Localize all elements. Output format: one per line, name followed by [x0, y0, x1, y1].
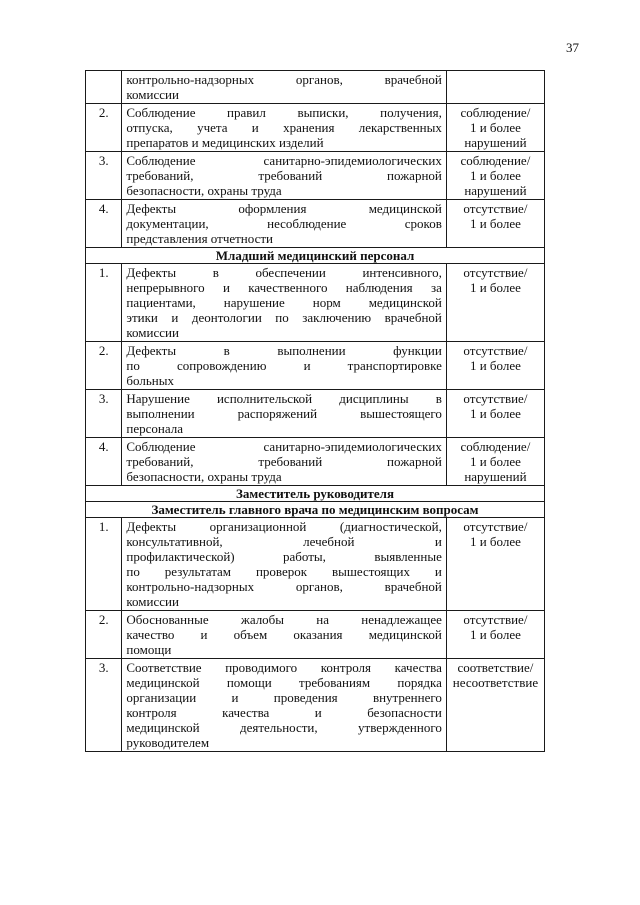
row-number: 4.	[86, 200, 122, 248]
criterion-cell	[122, 264, 446, 342]
value-cell	[446, 342, 544, 390]
value-cell	[446, 438, 544, 486]
value-line: 1 и более	[469, 454, 521, 469]
row-number: 1.	[86, 264, 122, 342]
section-header-row	[86, 248, 545, 264]
criterion-line: контрольно-надзорных органов, врачебной	[126, 72, 442, 87]
value-cell	[446, 659, 544, 752]
criterion-line: помощи	[126, 642, 172, 657]
table-row	[86, 104, 545, 152]
criterion-line: требований, требований пожарной	[126, 454, 442, 469]
criterion-line: непрерывного и качественного наблюдения за	[126, 280, 442, 295]
criterion-line: Соблюдение правил выписки, получения,	[126, 105, 442, 120]
criterion-line: этики и деонтологии по заключению врачебной	[126, 310, 442, 325]
criterion-line: медицинской помощи требованиям порядка	[126, 675, 442, 690]
criterion-line: требований, требований пожарной	[126, 168, 442, 183]
criterion-line: по результатам проверок вышестоящих и	[126, 564, 442, 579]
row-number: 4.	[86, 438, 122, 486]
criterion-line: препаратов и медицинских изделий	[126, 135, 324, 150]
value-line: 1 и более	[469, 627, 521, 642]
value-line: 1 и более	[469, 534, 521, 549]
value-line: нарушений	[464, 469, 527, 484]
value-line: 1 и более	[469, 120, 521, 135]
value-line: соответствие/	[457, 660, 534, 675]
value-line: соблюдение/	[460, 153, 531, 168]
criterion-line: Обоснованные жалобы на ненадлежащее	[126, 612, 442, 627]
criterion-cell	[122, 104, 446, 152]
table-row	[86, 200, 545, 248]
criterion-cell	[122, 611, 446, 659]
criterion-cell	[122, 390, 446, 438]
criterion-line: контроля качества и безопасности	[126, 705, 442, 720]
value-line: отсутствие/	[463, 612, 528, 627]
criterion-line: организации и проведения внутреннего	[126, 690, 442, 705]
value-line: соблюдение/	[460, 439, 531, 454]
criterion-line: комиссии	[126, 87, 179, 102]
row-number: 2.	[86, 342, 122, 390]
row-number: 3.	[86, 152, 122, 200]
table-row	[86, 152, 545, 200]
criterion-cell	[122, 342, 446, 390]
criterion-line: комиссии	[126, 325, 179, 340]
criterion-line: Дефекты в выполнении функции	[126, 343, 442, 358]
criterion-line: больных	[126, 373, 174, 388]
value-line: 1 и более	[469, 168, 521, 183]
value-line: отсутствие/	[463, 519, 528, 534]
table-row	[86, 518, 545, 611]
row-number: 2.	[86, 611, 122, 659]
value-line: нарушений	[464, 183, 527, 198]
criterion-cell	[122, 71, 446, 104]
criterion-line: документации, несоблюдение сроков	[126, 216, 442, 231]
criteria-table	[85, 70, 545, 752]
criterion-line: выполнении распоряжений вышестоящего	[126, 406, 442, 421]
criterion-line: комиссии	[126, 594, 179, 609]
table-row	[86, 611, 545, 659]
table-row	[86, 264, 545, 342]
row-number: 2.	[86, 104, 122, 152]
criterion-line: представления отчетности	[126, 231, 273, 246]
section-header-row	[86, 486, 545, 502]
value-cell	[446, 152, 544, 200]
criterion-line: безопасности, охраны труда	[126, 183, 282, 198]
value-cell	[446, 390, 544, 438]
row-number: 3.	[86, 659, 122, 752]
table-row	[86, 659, 545, 752]
value-cell	[446, 611, 544, 659]
value-line: нарушений	[464, 135, 527, 150]
criterion-line: Дефекты организационной (диагностической,	[126, 519, 442, 534]
criterion-line: Соблюдение санитарно-эпидемиологических	[126, 439, 442, 454]
criterion-line: Соответствие проводимого контроля качества	[126, 660, 442, 675]
criterion-line: Соблюдение санитарно-эпидемиологических	[126, 153, 442, 168]
criterion-line: по сопровождению и транспортировке	[126, 358, 442, 373]
value-line: 1 и более	[469, 406, 521, 421]
value-line: соблюдение/	[460, 105, 531, 120]
criterion-cell	[122, 152, 446, 200]
table-row	[86, 390, 545, 438]
row-number: 1.	[86, 518, 122, 611]
value-line: отсутствие/	[463, 201, 528, 216]
criterion-line: консультативной, лечебной и	[126, 534, 442, 549]
criterion-cell	[122, 518, 446, 611]
criterion-line: Нарушение исполнительской дисциплины в	[126, 391, 442, 406]
value-line: отсутствие/	[463, 265, 528, 280]
section-header-row	[86, 502, 545, 518]
criterion-line: медицинской деятельности, утвержденного	[126, 720, 442, 735]
row-number: 3.	[86, 390, 122, 438]
criterion-cell	[122, 200, 446, 248]
value-line: 1 и более	[469, 358, 521, 373]
criterion-line: безопасности, охраны труда	[126, 469, 282, 484]
section-title: Младший медицинский персонал	[86, 248, 545, 264]
criterion-line: Дефекты в обеспечении интенсивного,	[126, 265, 442, 280]
table-row	[86, 71, 545, 104]
criterion-line: Дефекты оформления медицинской	[126, 201, 442, 216]
criteria-table-body	[86, 71, 545, 752]
criterion-line: контрольно-надзорных органов, врачебной	[126, 579, 442, 594]
table-row	[86, 342, 545, 390]
value-cell	[446, 200, 544, 248]
criterion-line: пациентами, нарушение норм медицинской	[126, 295, 442, 310]
criterion-cell	[122, 438, 446, 486]
table-row	[86, 438, 545, 486]
criterion-line: руководителем	[126, 735, 210, 750]
value-line: отсутствие/	[463, 343, 528, 358]
value-line: несоответствие	[452, 675, 539, 690]
page-number: 37	[566, 40, 579, 55]
section-title: Заместитель главного врача по медицинским вопросам	[86, 502, 545, 518]
value-line: 1 и более	[469, 280, 521, 295]
criterion-line: профилактической) работы, выявленные	[126, 549, 442, 564]
criterion-line: качество и объем оказания медицинской	[126, 627, 442, 642]
value-cell	[446, 71, 544, 104]
value-line: отсутствие/	[463, 391, 528, 406]
row-number	[86, 71, 122, 104]
value-cell	[446, 264, 544, 342]
value-cell	[446, 104, 544, 152]
section-title: Заместитель руководителя	[86, 486, 545, 502]
value-cell	[446, 518, 544, 611]
value-line: 1 и более	[469, 216, 521, 231]
criterion-cell	[122, 659, 446, 752]
criterion-line: персонала	[126, 421, 183, 436]
criterion-line: отпуска, учета и хранения лекарственных	[126, 120, 442, 135]
